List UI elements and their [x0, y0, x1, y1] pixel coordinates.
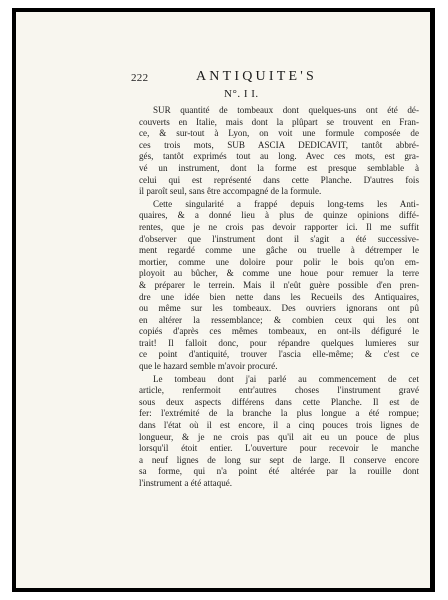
text-line: trait! Il falloit donc, pour répandre quelques lumieres sur: [139, 337, 419, 348]
text-line: celui qui est représenté dans cette Planche. D'autres fois: [139, 174, 419, 185]
text-line: copiés d'après ces mêmes tombeaux, en ont-ils défiguré le: [139, 326, 419, 337]
text-line: il paroît seul, sans être accompagné de la formule.: [139, 186, 322, 197]
text-line: ment regardé comme une gâche ou truelle à détremper le: [139, 245, 419, 256]
text-line: & préparer le terrein. Mais il n'eût guère possible d'en pren-: [139, 279, 419, 290]
text-line: ployoit au bûcher, & comme une houe pour remuer la terre: [139, 268, 419, 279]
text-line: ce point d'antiquité, trouver l'ascia elle-même; & c'est ce: [139, 349, 419, 360]
text-line: l'instrument a été attaqué.: [139, 478, 233, 488]
text-line: dans l'état où il est encore, il a cinq pouces trois lignes de: [139, 420, 419, 431]
text-line: fer: l'extrémité de la branche la plus longue a été rompue;: [139, 408, 419, 419]
text-line: longueur, & je ne crois pas qu'il ait eu un pouce de plus: [139, 431, 419, 442]
page-number: 222: [131, 72, 149, 84]
text-line: ces trois mots, SUB ASCIA DEDICAVIT, tantôt abbré-: [139, 139, 419, 150]
text-line: a neuf lignes de long sur sept de large. Il conserve encore: [139, 454, 419, 465]
text-line: rentes, que je ne crois pas devoir rapporter ici. Il me suffit: [139, 221, 419, 232]
text-line: gés, tantôt exprimés tout au long. Avec ces mots, est gra-: [139, 151, 419, 162]
text-line: quaires, & a donné lieu à plus de quinze opinions diffé-: [139, 210, 419, 221]
text-line: Le tombeau dont j'ai parlé au commencement de cet: [153, 373, 419, 384]
running-head: ANTIQUITE'S: [196, 69, 317, 84]
text-line: sa forme, qui n'a point été altérée par la rouille dont: [139, 466, 419, 477]
text-line: d'observer que l'instrument dont il s'agit a été successive-: [139, 233, 419, 244]
body-text: [139, 105, 419, 490]
text-line: article, renfermoit entr'autres choses l'instrument gravé: [139, 385, 419, 396]
text-line: mortier, comme une doloire pour polir le bois qu'on em-: [139, 256, 419, 267]
text-line: sous deux aspects différens dans cette Planche. Il est de: [139, 396, 419, 407]
text-line: que le hazard semble m'avoir procuré.: [139, 361, 278, 372]
text-line: SUR quantité de tombeaux dont quelques-uns ont été dé-: [153, 105, 419, 115]
text-line: couverts en Italie, mais dont la plûpart se trouvent en Fran-: [139, 116, 419, 127]
text-line: lorsqu'il étoit entier. L'ouverture pour recevoir le manche: [139, 443, 419, 454]
text-line: dre une idée bien nette dans les Recueils des Antiquaires,: [139, 291, 419, 302]
text-line: ce, & sur-tout à Lyon, on voit une formule composée de: [139, 128, 419, 139]
text-line: Cette singularité a frappé depuis long-tems les Anti-: [153, 198, 419, 209]
text-line: vé un instrument, dont la forme est presque semblable à: [139, 162, 419, 173]
text-line: en altérer la ressemblance; & combien ceux qui les ont: [139, 314, 419, 325]
section-title: N°. I I.: [224, 88, 259, 100]
text-line: ou même sur les tombeaux. Des ouvriers ignorans ont pû: [139, 303, 419, 314]
